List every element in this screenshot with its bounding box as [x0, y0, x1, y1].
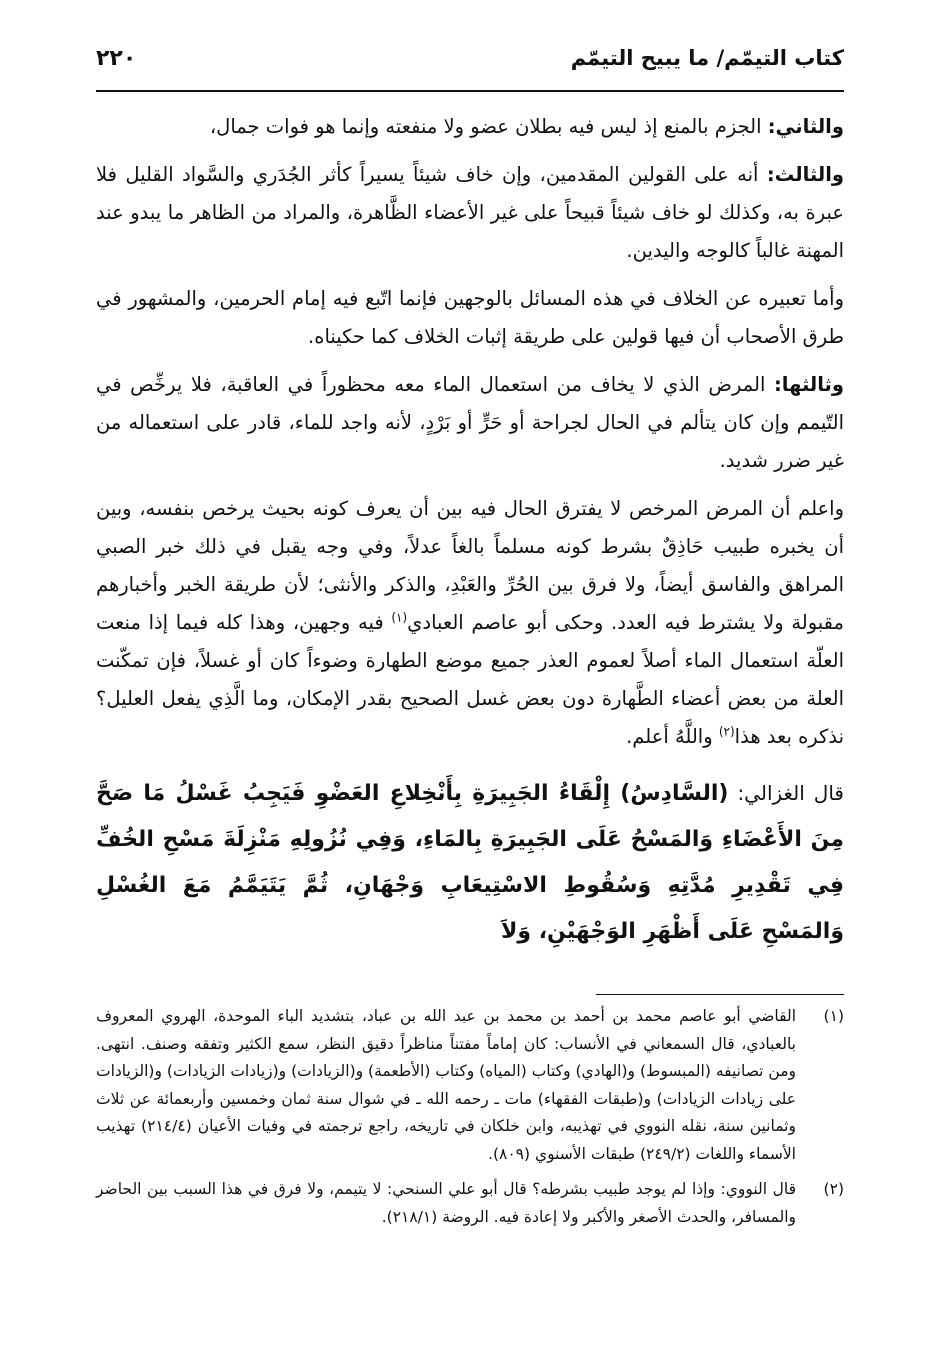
paragraph-text: المرض الذي لا يخاف من استعمال الماء معه محظوراً في العاقبة، فلا يرخِّص في التّيمم وإن كان يتألم في الحال لجراحة أو حَرٍّ أو بَرْدٍ، لأنه واجد للماء، قادر على استعماله من غير ضرر شديد. — [96, 373, 844, 472]
paragraph-text: واعلم أن المرض المرخص لا يفترق الحال فيه بين أن يعرف كونه بحيث يرخص بنفسه، وبين أن يخبره طبيب حَاذِقٌ بشرط كونه مسلماً بالغاً عدلاً، وفي وجه يقبل في ذلك خبر الصبي المراهق والفاسق أيضاً، ولا فرق بين الحُرِّ والعَبْدِ، والذكر والأنثى؛ لأن طريقة الخبر وأخبارهم مقبولة ولا يشترط فيه العدد. وحكى أبو عاصم العبادي — [96, 497, 844, 634]
main-text — [96, 108, 844, 955]
header-title: كتاب التيمّم/ ما يبيح التيمّم — [570, 46, 844, 70]
footnote-number: (١) — [823, 1007, 844, 1025]
footnote-ref-2[interactable]: (٢) — [718, 724, 735, 739]
paragraph-lead: والثاني: — [767, 115, 844, 138]
quote-intro: قال الغزالي: — [728, 781, 844, 805]
paragraph-illness-rule — [96, 490, 844, 756]
paragraph-third — [96, 156, 844, 270]
footnote-1 — [96, 1003, 844, 1168]
paragraph-second — [96, 108, 844, 146]
footnotes — [96, 994, 844, 1231]
paragraph-text: أنه على القولين المقدمين، وإن خاف شيئاً يسيراً كأثر الجُدَري والسَّواد القليل فلا عبرة به، وكذلك لو خاف شيئاً قبيحاً على غير الأعضاء الظَّاهرة، والمراد من الظاهر ما يبدو عند المهنة غالباً كالوجه واليدين. — [96, 163, 844, 262]
paragraph-thirdly — [96, 366, 844, 480]
footnote-number: (٢) — [823, 1180, 844, 1198]
paragraph-text: فيه وجهين، وهذا كله فيما إذا منعت العلّة استعمال الماء أصلاً لعموم العذر جميع موضع الطهارة وضوءاً كان أو غسلاً، فإن تمكّنت العلة من بعض أعضاء الطَّهارة دون بعض غسل الصحيح بقدر الإمكان، وما الَّذِي يفعل العليل؟ نذكره بعد هذا — [96, 611, 844, 748]
paragraph-dispute-note — [96, 280, 844, 356]
quote-text: (السَّادِسُ) إِلْقَاءُ الجَبِيرَةِ بِأَنْخِلاعِ العَضْوِ فَيَجِبُ غَسْلُ مَا صَحَّ مِنَ الأَعْضَاءِ وَالمَسْحُ عَلَى الجَبِيرَةِ بِالمَاءِ، وَفِي نُزُولِهِ مَنْزِلَةَ مَسْحِ الخُفِّ فِي تَقْدِيرِ مُدَّتِهِ وَسُقُوطِ الاسْتِيعَابِ وَجْهَانِ، ثُمَّ يَتَيَمَّمُ مَعَ الغُسْلِ وَالمَسْحِ عَلَى أَظْهَرِ الوَجْهَيْنِ، وَلاَ — [96, 781, 844, 944]
ghazali-quote — [96, 770, 844, 955]
paragraph-text: واللَّهُ أعلم. — [626, 725, 719, 748]
footnote-text: القاضي أبو عاصم محمد بن أحمد بن محمد بن عبد الله بن عباد، بتشديد الباء الموحدة، الهروي المعروف بالعبادي، قال السمعاني في الأنساب: كان إماماً مفتناً مناظراً دقيق النظر، سمع الكثير وتفقه وصنف. انتهى. ومن تصانيفه (المبسوط) و(الهادي) وكتاب (المياه) وكتاب (الأطعمة) و(الزيادات) و(زيادات الزيادات) و(الزيادات على زيادات الزيادات) و(طبقات الفقهاء) مات ـ رحمه الله ـ في شوال سنة ثمان وخمسين وأربعمائة عن ثلاث وثمانين سنة، نقله النووي في تهذيبه، وابن خلكان في تاريخه، راجع ترجمته في وفيات الأعيان (٢١٤/٤) تهذيب الأسماء واللغات (٢٤٩/٢) طبقات الأسنوي (٨٠٩). — [96, 1007, 796, 1163]
paragraph-text: الجزم بالمنع إذ ليس فيه بطلان عضو ولا منفعته وإنما هو فوات جمال، — [209, 115, 768, 138]
paragraph-text: وأما تعبيره عن الخلاف في هذه المسائل بالوجهين فإنما اتّبع فيه إمام الحرمين، والمشهور في طرق الأصحاب أن فيها قولين على طريقة إثبات الخلاف كما حكيناه. — [96, 287, 844, 348]
footnote-2 — [96, 1176, 844, 1231]
paragraph-lead: وثالثها: — [773, 373, 844, 396]
page-number: ٢٢٠ — [96, 46, 137, 71]
running-header — [96, 38, 844, 92]
footnote-divider — [596, 994, 844, 995]
footnote-text: قال النووي: وإذا لم يوجد طبيب بشرطه؟ قال أبو علي السنحي: لا يتيمم، ولا فرق في هذا السبب بين الحاضر والمسافر، والحدث الأصغر والأكبر ولا إعادة فيه. الروضة (٢١٨/١). — [96, 1180, 796, 1226]
paragraph-lead: والثالث: — [766, 163, 844, 186]
footnote-ref-1[interactable]: (١) — [391, 610, 408, 625]
